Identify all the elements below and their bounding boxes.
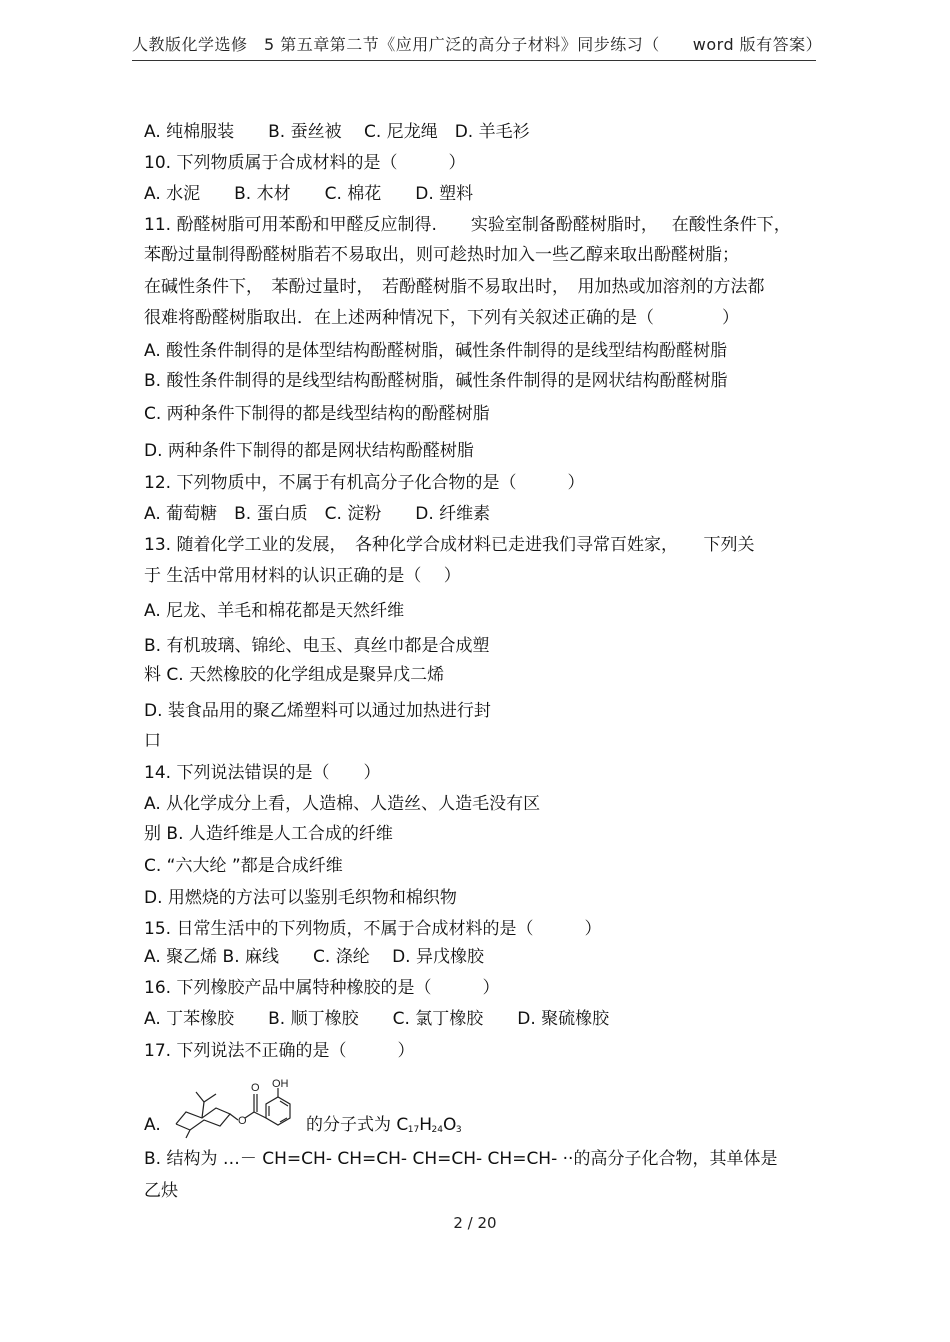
question-15: 15. 日常生活中的下列物质，不属于合成材料的是（ ） <box>144 919 602 939</box>
text-line: A. 纯棉服装 B. 蚕丝被 C. 尼龙绳 D. 羊毛衫 <box>144 122 530 142</box>
text-line: 口 <box>144 731 161 751</box>
text-line: 于 生活中常用材料的认识正确的是（ ） <box>144 566 461 586</box>
option-b: B. 有机玻璃、锦纶、电玉、真丝巾都是合成塑 <box>144 636 490 656</box>
option-a: A. 酸性条件制得的是体型结构酚醛树脂，碱性条件制得的是线型结构酚醛树脂 <box>144 341 728 361</box>
question-13: 13. 随着化学工业的发展， 各种化学合成材料已走进我们寻常百姓家， 下列关 <box>144 535 755 555</box>
option-a-label: A. <box>144 1115 161 1135</box>
formula-prefix: 的分子式为 <box>306 1115 391 1135</box>
option-b: B. 结构为 …－ CH=CH- CH=CH- CH=CH- CH=CH- ··的高分子化合物，其单体是 <box>144 1149 778 1169</box>
page-number: 2 / 20 <box>453 1214 497 1232</box>
hydroxyl-label: OH <box>272 1078 289 1090</box>
option-c: C. 两种条件下制得的都是线型结构的酚醛树脂 <box>144 404 490 424</box>
ester-oxygen-label: O <box>238 1115 247 1127</box>
question-14: 14. 下列说法错误的是（ ） <box>144 763 381 783</box>
option-c: C. “六大纶 ”都是合成纤维 <box>144 856 343 876</box>
document-header: 人教版化学选修 5 第五章第二节《应用广泛的高分子材料》同步练习（ word 版有答案） <box>132 35 823 54</box>
text-line: 在碱性条件下， 苯酚过量时， 若酚醛树脂不易取出时， 用加热或加溶剂的方法都 <box>144 277 765 297</box>
text-line: 别 B. 人造纤维是人工合成的纤维 <box>144 824 393 844</box>
formula-statement <box>306 1114 462 1141</box>
molecular-formula: $C_{17}H_{24}O_3$ <box>396 1115 462 1135</box>
text-line: A. 葡萄糖 B. 蛋白质 C. 淀粉 D. 纤维素 <box>144 504 491 524</box>
text-line: A. 聚乙烯 B. 麻线 C. 涤纶 D. 异戊橡胶 <box>144 947 484 967</box>
text-line: 苯酚过量制得酚醛树脂若不易取出，则可趁热时加入一些乙醇来取出酚醛树脂； <box>144 245 739 265</box>
question-10: 10. 下列物质属于合成材料的是（ ） <box>144 153 466 173</box>
question-16: 16. 下列橡胶产品中属特种橡胶的是（ ） <box>144 978 500 998</box>
text-line: A. 水泥 B. 木材 C. 棉花 D. 塑料 <box>144 184 474 204</box>
header-rule <box>132 60 816 61</box>
carbonyl-oxygen-label: O <box>251 1082 260 1094</box>
text-line: A. 丁苯橡胶 B. 顺丁橡胶 C. 氯丁橡胶 D. 聚硫橡胶 <box>144 1009 610 1029</box>
option-a: A. 从化学成分上看，人造棉、人造丝、人造毛没有区 <box>144 794 541 814</box>
text-line: 很难将酚醛树脂取出．在上述两种情况下，下列有关叙述正确的是（ ） <box>144 308 739 328</box>
option-b: B. 酸性条件制得的是线型结构酚醛树脂，碱性条件制得的是网状结构酚醛树脂 <box>144 371 728 391</box>
question-17: 17. 下列说法不正确的是（ ） <box>144 1041 415 1061</box>
text-line: 料 C. 天然橡胶的化学组成是聚异戊二烯 <box>144 665 445 685</box>
option-d: D. 两种条件下制得的都是网状结构酚醛树脂 <box>144 441 474 461</box>
question-12: 12. 下列物质中，不属于有机高分子化合物的是（ ） <box>144 473 585 493</box>
option-a: A. 尼龙、羊毛和棉花都是天然纤维 <box>144 601 405 621</box>
molecular-structure-image <box>172 1078 302 1140</box>
option-d: D. 用燃烧的方法可以鉴别毛织物和棉织物 <box>144 888 457 908</box>
option-d: D. 装食品用的聚乙烯塑料可以通过加热进行封 <box>144 701 491 721</box>
question-11: 11. 酚醛树脂可用苯酚和甲醛反应制得. 实验室制备酚醛树脂时， 在酸性条件下， <box>144 215 791 235</box>
text-line: 乙炔 <box>144 1181 178 1201</box>
